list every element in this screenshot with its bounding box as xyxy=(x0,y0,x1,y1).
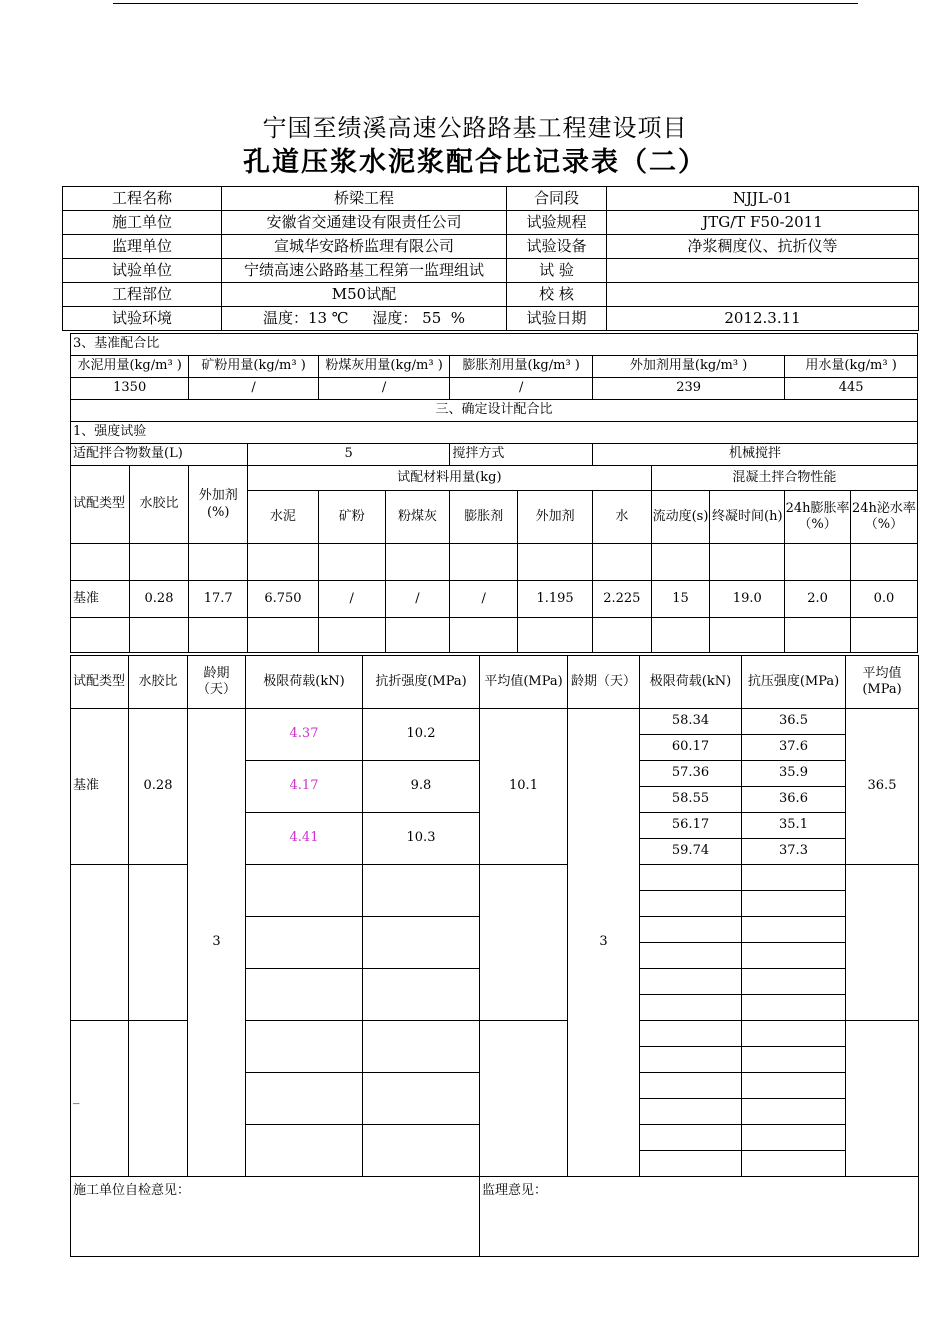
flex-strength: 10.2 xyxy=(363,709,480,761)
comp-strength: 36.5 xyxy=(742,709,846,735)
mat-col: 外加剂 xyxy=(518,491,593,544)
design-section: 三、确定设计配合比 xyxy=(71,400,918,422)
s-dash: _ xyxy=(71,1021,129,1177)
mix-row-cell: / xyxy=(385,581,450,618)
mat-col: 水 xyxy=(593,491,652,544)
s-h-load: 极限荷载(kN) xyxy=(246,656,363,709)
info-value: 宁绩高速公路路基工程第一监理组试 xyxy=(222,259,507,283)
comp-strength: 35.1 xyxy=(742,813,846,839)
h-wb: 水胶比 xyxy=(129,466,189,544)
comp-strength: 37.6 xyxy=(742,735,846,761)
flex-avg: 10.1 xyxy=(480,709,568,865)
s-h-type: 试配类型 xyxy=(71,656,129,709)
mix-row-cell: 19.0 xyxy=(710,581,785,618)
flex-load: 4.37 xyxy=(246,709,363,761)
strength-table xyxy=(70,655,919,1257)
info-label: 试验单位 xyxy=(63,259,222,283)
mix-table xyxy=(70,333,918,653)
comp-load: 58.55 xyxy=(640,787,742,813)
info-value xyxy=(607,259,919,283)
mix-row-cell: 15 xyxy=(651,581,710,618)
comp-strength: 35.9 xyxy=(742,761,846,787)
info-value: 净浆稠度仪、抗折仪等 xyxy=(607,235,919,259)
mix-row-cell: / xyxy=(450,581,518,618)
s-age: 3 xyxy=(188,709,246,1177)
info-label: 施工单位 xyxy=(63,211,222,235)
base-value: / xyxy=(318,378,450,400)
comp-strength: 37.3 xyxy=(742,839,846,865)
comp-load: 60.17 xyxy=(640,735,742,761)
flex-strength: 10.3 xyxy=(363,813,480,865)
mix-row-cell: 2.0 xyxy=(785,581,851,618)
h-materials: 试配材料用量(kg) xyxy=(248,466,652,491)
prop-col: 24h膨胀率（%） xyxy=(785,491,851,544)
mix-method-value: 机械搅拌 xyxy=(593,444,918,466)
info-value: 温度：13 ℃ 湿度： 55 % xyxy=(222,307,507,331)
mix-row-type: 基准 xyxy=(71,581,130,618)
base-header: 用水量(kg/m³ ) xyxy=(785,356,918,378)
info-label: 试验设备 xyxy=(507,235,607,259)
base-value: / xyxy=(189,378,318,400)
info-label: 工程部位 xyxy=(63,283,222,307)
s-age2: 3 xyxy=(568,709,640,1177)
info-value: 桥梁工程 xyxy=(222,187,507,211)
comp-load: 58.34 xyxy=(640,709,742,735)
mix-method-label: 搅拌方式 xyxy=(450,444,593,466)
strength-section: 1、强度试验 xyxy=(71,422,918,444)
base-mix-section: 3、基准配合比 xyxy=(71,334,918,356)
s-h-load2: 极限荷载(kN) xyxy=(640,656,742,709)
comp-load: 57.36 xyxy=(640,761,742,787)
prop-col: 终凝时间(h) xyxy=(710,491,785,544)
flex-strength: 9.8 xyxy=(363,761,480,813)
s-wb: 0.28 xyxy=(129,709,188,865)
batch-value: 5 xyxy=(248,444,450,466)
comp-avg: 36.5 xyxy=(846,709,919,865)
info-value: JTG/T F50-2011 xyxy=(607,211,919,235)
mat-col: 矿粉 xyxy=(318,491,385,544)
base-value: 445 xyxy=(785,378,918,400)
info-value: NJJL-01 xyxy=(607,187,919,211)
info-value: 2012.3.11 xyxy=(607,307,919,331)
base-header: 外加剂用量(kg/m³ ) xyxy=(593,356,785,378)
s-h-avg2: 平均值(MPa) xyxy=(846,656,919,709)
h-type: 试配类型 xyxy=(71,466,130,544)
base-value: 1350 xyxy=(71,378,189,400)
prop-col: 24h泌水率（%） xyxy=(850,491,917,544)
info-value: 宣城华安路桥监理有限公司 xyxy=(222,235,507,259)
s-h-avg: 平均值(MPa) xyxy=(480,656,568,709)
info-label: 试验环境 xyxy=(63,307,222,331)
info-label: 校 核 xyxy=(507,283,607,307)
info-label: 试验规程 xyxy=(507,211,607,235)
mix-row-cell: / xyxy=(318,581,385,618)
s-h-wb: 水胶比 xyxy=(129,656,188,709)
mat-col: 粉煤灰 xyxy=(385,491,450,544)
info-label: 工程名称 xyxy=(63,187,222,211)
batch-label: 适配拌合物数量(L) xyxy=(71,444,248,466)
base-header: 粉煤灰用量(kg/m³ ) xyxy=(318,356,450,378)
mix-row-cell: 6.750 xyxy=(248,581,319,618)
comp-load: 59.74 xyxy=(640,839,742,865)
h-properties: 混凝土拌合物性能 xyxy=(651,466,917,491)
s-h-age: 龄期（天） xyxy=(188,656,246,709)
flex-load: 4.17 xyxy=(246,761,363,813)
builder-opinion: 施工单位自检意见： xyxy=(71,1177,480,1257)
info-label: 合同段 xyxy=(507,187,607,211)
base-value: 239 xyxy=(593,378,785,400)
s-h-flex: 抗折强度(MPa) xyxy=(363,656,480,709)
info-label: 监理单位 xyxy=(63,235,222,259)
flex-load: 4.41 xyxy=(246,813,363,865)
info-value xyxy=(607,283,919,307)
mix-row-cell: 17.7 xyxy=(189,581,248,618)
mix-row-cell: 0.0 xyxy=(850,581,917,618)
info-label: 试验日期 xyxy=(507,307,607,331)
mat-col: 水泥 xyxy=(248,491,319,544)
project-title: 宁国至绩溪高速公路路基工程建设项目 xyxy=(262,114,688,142)
mix-row-cell: 0.28 xyxy=(129,581,189,618)
mat-col: 膨胀剂 xyxy=(450,491,518,544)
info-value: 安徽省交通建设有限责任公司 xyxy=(222,211,507,235)
s-h-age2: 龄期（天） xyxy=(568,656,640,709)
comp-strength: 36.6 xyxy=(742,787,846,813)
supervisor-opinion: 监理意见： xyxy=(480,1177,919,1257)
base-header: 矿粉用量(kg/m³ ) xyxy=(189,356,318,378)
info-label: 试 验 xyxy=(507,259,607,283)
info-table xyxy=(62,186,919,331)
mix-row-cell: 1.195 xyxy=(518,581,593,618)
prop-col: 流动度(s) xyxy=(651,491,710,544)
s-h-comp: 抗压强度(MPa) xyxy=(742,656,846,709)
mix-row-cell: 2.225 xyxy=(593,581,652,618)
base-value: / xyxy=(450,378,593,400)
base-header: 膨胀剂用量(kg/m³ ) xyxy=(450,356,593,378)
h-additive: 外加剂(%) xyxy=(189,466,248,544)
base-header: 水泥用量(kg/m³ ) xyxy=(71,356,189,378)
form-title: 孔道压浆水泥浆配合比记录表（二） xyxy=(243,147,707,178)
comp-load: 56.17 xyxy=(640,813,742,839)
s-type: 基准 xyxy=(71,709,129,865)
info-value: M50试配 xyxy=(222,283,507,307)
top-rule xyxy=(113,3,858,4)
